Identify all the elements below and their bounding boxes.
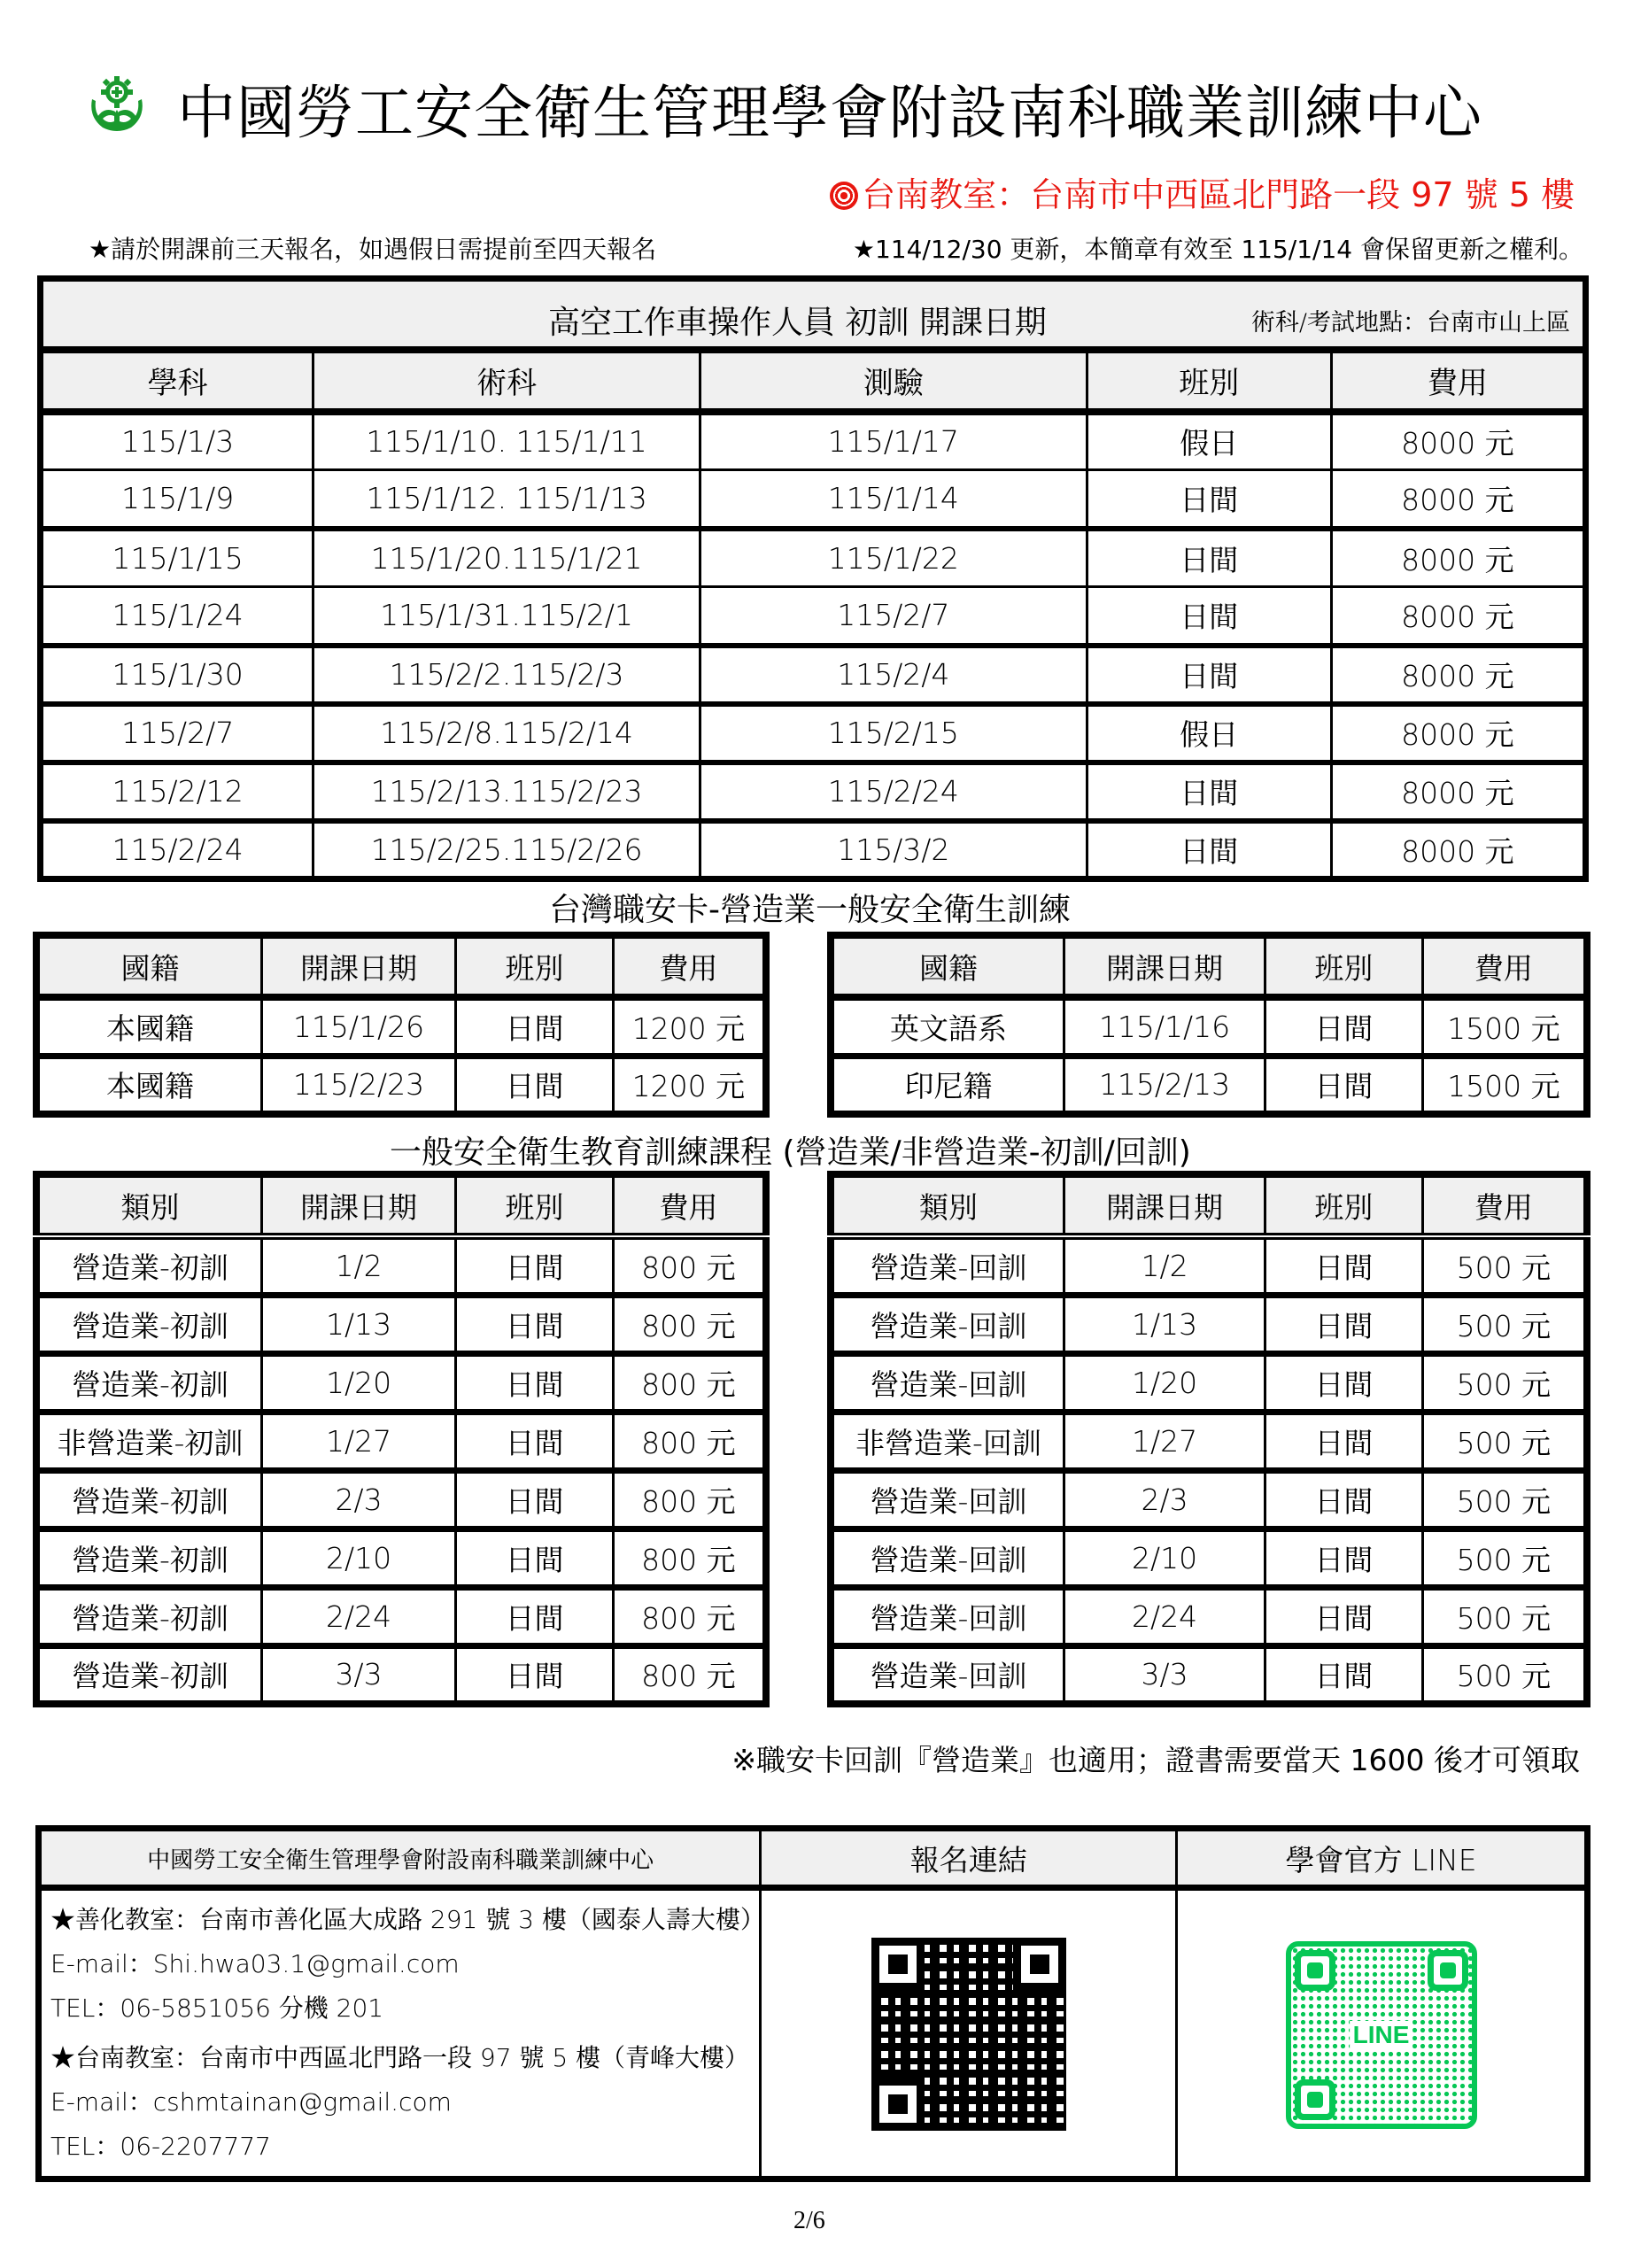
cell: 日間 [1265, 1529, 1423, 1587]
page-title: 中國勞工安全衛生管理學會附設南科職業訓練中心 [177, 79, 1482, 147]
certificate-note: ※職安卡回訓『營造業』也適用；證書需要當天 1600 後才可領取 [731, 1743, 1580, 1777]
cell: 2/24 [261, 1587, 455, 1645]
cell: 115/2/2.115/2/3 [313, 646, 700, 704]
cell: 日間 [1087, 762, 1331, 821]
tainan-email-link[interactable]: E-mail：cshmtainan@gmail.com [50, 2087, 452, 2117]
cell: 1/20 [261, 1353, 455, 1412]
table-row [36, 1645, 766, 1704]
cell: 2/24 [1064, 1587, 1265, 1645]
cell: 115/1/12. 115/1/13 [313, 470, 700, 529]
table-row [36, 1353, 766, 1412]
column-header: 班別 [1087, 350, 1331, 412]
table-header-row [41, 350, 1586, 412]
cell: 115/3/2 [700, 821, 1087, 879]
table-row [831, 1587, 1587, 1645]
cell: 115/2/4 [700, 646, 1087, 704]
line-qr-cell [1177, 1888, 1588, 2179]
cell: 日間 [1265, 1353, 1423, 1412]
cell: 營造業-初訓 [36, 1587, 261, 1645]
cell: 1/27 [261, 1412, 455, 1470]
cell: 1200 元 [613, 997, 766, 1056]
shanhua-classroom-address: ★善化教室：台南市善化區大成路 291 號 3 樓（國泰人壽大樓） [50, 1905, 765, 1934]
cell: 營造業-初訓 [36, 1295, 261, 1353]
shanhua-phone: TEL：06-5851056 分機 201 [50, 1993, 384, 2023]
cell: 印尼籍 [831, 1056, 1064, 1114]
cell: 營造業-初訓 [36, 1645, 261, 1704]
cell: 800 元 [613, 1645, 766, 1704]
table-row [831, 1645, 1587, 1704]
cell: 800 元 [613, 1587, 766, 1645]
cell: 日間 [456, 997, 614, 1056]
cell: 115/2/12 [41, 762, 313, 821]
cell: 2/3 [261, 1470, 455, 1529]
cell: 1/27 [1064, 1412, 1265, 1470]
cell: 115/1/24 [41, 587, 313, 646]
line-official-header: 學會官方 LINE [1177, 1829, 1588, 1888]
cell: 營造業-初訓 [36, 1236, 261, 1295]
cell: 日間 [456, 1236, 614, 1295]
signup-qr-cell [761, 1888, 1177, 2179]
bullseye-icon [830, 182, 858, 210]
column-header: 費用 [1422, 935, 1587, 997]
aerial-work-platform-schedule-table [37, 275, 1589, 882]
cell: 115/1/31.115/2/1 [313, 587, 700, 646]
table-row [41, 529, 1586, 587]
column-header: 班別 [456, 1174, 614, 1236]
cell: 115/1/16 [1064, 997, 1265, 1056]
cell: 3/3 [261, 1645, 455, 1704]
table-row [41, 704, 1586, 762]
cell: 8000 元 [1331, 821, 1585, 879]
cell: 日間 [1265, 1587, 1423, 1645]
table-row [831, 1529, 1587, 1587]
table-row [36, 1529, 766, 1587]
cell: 日間 [456, 1412, 614, 1470]
cell: 非營造業-回訓 [831, 1412, 1064, 1470]
cell: 115/2/13.115/2/23 [313, 762, 700, 821]
cell: 營造業-回訓 [831, 1236, 1064, 1295]
cell: 假日 [1087, 704, 1331, 762]
cell: 日間 [1265, 1412, 1423, 1470]
address-text: 台南教室：台南市中西區北門路一段 97 號 5 樓 [862, 175, 1575, 214]
column-header: 學科 [41, 350, 313, 412]
column-header: 類別 [36, 1174, 261, 1236]
cell: 8000 元 [1331, 470, 1585, 529]
cell: 8000 元 [1331, 587, 1585, 646]
cell: 日間 [456, 1295, 614, 1353]
table-row [831, 1295, 1587, 1353]
cell: 日間 [1087, 470, 1331, 529]
cell: 115/2/7 [41, 704, 313, 762]
signup-qr-code-icon[interactable] [871, 1938, 1066, 2131]
cell: 500 元 [1422, 1529, 1587, 1587]
cell: 營造業-回訓 [831, 1529, 1064, 1587]
line-logo-text: LINE [1350, 2021, 1413, 2049]
cell: 115/1/20.115/1/21 [313, 529, 700, 587]
cell: 營造業-初訓 [36, 1353, 261, 1412]
cell: 115/1/30 [41, 646, 313, 704]
general-course-initial-table [33, 1171, 770, 1707]
table-row [831, 1236, 1587, 1295]
column-header: 費用 [1331, 350, 1585, 412]
cell: 115/2/8.115/2/14 [313, 704, 700, 762]
cell: 1/13 [261, 1295, 455, 1353]
table-row [36, 1056, 766, 1114]
cell: 115/2/15 [700, 704, 1087, 762]
cell: 1/13 [1064, 1295, 1265, 1353]
footer-body-row [39, 1888, 1588, 2179]
cell: 本國籍 [36, 1056, 261, 1114]
column-header: 費用 [613, 1174, 766, 1236]
cell: 假日 [1087, 412, 1331, 470]
cell: 115/2/24 [41, 821, 313, 879]
cell: 500 元 [1422, 1587, 1587, 1645]
table-row [831, 1412, 1587, 1470]
cell: 英文語系 [831, 997, 1064, 1056]
table-title: 高空工作車操作人員 初訓 開課日期 [548, 305, 1047, 341]
cell: 1200 元 [613, 1056, 766, 1114]
cell: 營造業-回訓 [831, 1353, 1064, 1412]
cell: 500 元 [1422, 1645, 1587, 1704]
cell: 800 元 [613, 1295, 766, 1353]
column-header: 術科 [313, 350, 700, 412]
cell: 115/2/13 [1064, 1056, 1265, 1114]
cell: 2/10 [261, 1529, 455, 1587]
cell: 2/3 [1064, 1470, 1265, 1529]
cell: 115/2/7 [700, 587, 1087, 646]
column-header: 國籍 [831, 935, 1064, 997]
safety-card-section-title: 台灣職安卡-營造業一般安全衛生訓練 [549, 892, 1071, 928]
cell: 日間 [1265, 1236, 1423, 1295]
cell: 800 元 [613, 1529, 766, 1587]
cell: 115/1/26 [261, 997, 455, 1056]
tainan-classroom-address-footer: ★台南教室：台南市中西區北門路一段 97 號 5 樓（青峰大樓） [50, 2043, 750, 2072]
cell: 營造業-回訓 [831, 1645, 1064, 1704]
table-row [831, 1470, 1587, 1529]
table-row [36, 1295, 766, 1353]
cell: 營造業-初訓 [36, 1470, 261, 1529]
table-row [831, 1353, 1587, 1412]
table-title-row [41, 279, 1586, 350]
table-header-row [36, 935, 766, 997]
table-row [831, 1056, 1587, 1114]
cell: 800 元 [613, 1236, 766, 1295]
column-header: 費用 [1422, 1174, 1587, 1236]
cell: 1/2 [1064, 1236, 1265, 1295]
exam-location: 術科/考試地點：台南市山上區 [1250, 309, 1570, 337]
cell: 1/2 [261, 1236, 455, 1295]
cell: 115/1/10. 115/1/11 [313, 412, 700, 470]
cell: 8000 元 [1331, 762, 1585, 821]
cell: 115/1/17 [700, 412, 1087, 470]
cell: 1500 元 [1422, 997, 1587, 1056]
table-header-row [831, 1174, 1587, 1236]
cell: 500 元 [1422, 1295, 1587, 1353]
cell: 3/3 [1064, 1645, 1265, 1704]
cell: 日間 [1265, 1295, 1423, 1353]
table-row [36, 1412, 766, 1470]
cell: 115/2/24 [700, 762, 1087, 821]
table-row [41, 470, 1586, 529]
cell: 日間 [456, 1645, 614, 1704]
cell: 日間 [456, 1529, 614, 1587]
footer-org-name: 中國勞工安全衛生管理學會附設南科職業訓練中心 [39, 1829, 761, 1888]
cell: 115/2/25.115/2/26 [313, 821, 700, 879]
cell: 500 元 [1422, 1470, 1587, 1529]
table-row [36, 1470, 766, 1529]
cell: 8000 元 [1331, 412, 1585, 470]
cell: 500 元 [1422, 1412, 1587, 1470]
cell: 115/1/15 [41, 529, 313, 587]
table-header-row [831, 935, 1587, 997]
cell: 115/1/3 [41, 412, 313, 470]
safety-card-foreign-table [827, 932, 1590, 1118]
cell: 1/20 [1064, 1353, 1265, 1412]
table-row [41, 762, 1586, 821]
cell: 日間 [1265, 997, 1423, 1056]
cell: 本國籍 [36, 997, 261, 1056]
cell: 日間 [1087, 587, 1331, 646]
cell: 1500 元 [1422, 1056, 1587, 1114]
cell: 8000 元 [1331, 529, 1585, 587]
page-number: 2/6 [793, 2207, 825, 2234]
cell: 115/1/14 [700, 470, 1087, 529]
general-course-section-title: 一般安全衛生教育訓練課程 (營造業/非營造業-初訓/回訓) [390, 1134, 1191, 1171]
column-header: 班別 [456, 935, 614, 997]
cell: 非營造業-初訓 [36, 1412, 261, 1470]
signup-link-header: 報名連結 [761, 1829, 1177, 1888]
column-header: 費用 [613, 935, 766, 997]
table-row [41, 412, 1586, 470]
column-header: 班別 [1265, 935, 1423, 997]
column-header: 開課日期 [261, 935, 455, 997]
safety-card-domestic-table [33, 932, 770, 1118]
column-header: 類別 [831, 1174, 1064, 1236]
table-row [41, 646, 1586, 704]
organization-logo-icon [85, 73, 149, 136]
shanhua-email-link[interactable]: E-mail：Shi.hwa03.1@gmail.com [50, 1949, 460, 1978]
cell: 日間 [1265, 1056, 1423, 1114]
table-row [41, 821, 1586, 879]
column-header: 開課日期 [1064, 1174, 1265, 1236]
cell: 115/2/23 [261, 1056, 455, 1114]
column-header: 測驗 [700, 350, 1087, 412]
column-header: 國籍 [36, 935, 261, 997]
cell: 500 元 [1422, 1236, 1587, 1295]
cell: 營造業-回訓 [831, 1295, 1064, 1353]
column-header: 開課日期 [1064, 935, 1265, 997]
cell: 日間 [456, 1353, 614, 1412]
cell: 8000 元 [1331, 646, 1585, 704]
cell: 日間 [1087, 821, 1331, 879]
cell: 日間 [456, 1470, 614, 1529]
cell: 115/1/9 [41, 470, 313, 529]
cell: 營造業-回訓 [831, 1587, 1064, 1645]
contact-footer-table [35, 1825, 1590, 2182]
cell: 日間 [1087, 646, 1331, 704]
tainan-classroom-address [830, 174, 1575, 216]
line-qr-code-icon[interactable] [1286, 1941, 1477, 2129]
column-header: 開課日期 [261, 1174, 455, 1236]
table-header-row [36, 1174, 766, 1236]
tainan-phone: TEL：06-2207777 [50, 2132, 271, 2161]
cell: 115/1/22 [700, 529, 1087, 587]
cell: 8000 元 [1331, 704, 1585, 762]
cell: 營造業-初訓 [36, 1529, 261, 1587]
column-header: 班別 [1265, 1174, 1423, 1236]
registration-note: ★請於開課前三天報名，如遇假日需提前至四天報名 [89, 235, 657, 264]
cell: 日間 [456, 1056, 614, 1114]
cell: 500 元 [1422, 1353, 1587, 1412]
table-row [41, 587, 1586, 646]
update-note: ★114/12/30 更新，本簡章有效至 115/1/14 會保留更新之權利。 [852, 235, 1583, 264]
cell: 800 元 [613, 1353, 766, 1412]
contact-info [39, 1888, 765, 2179]
cell: 日間 [1265, 1645, 1423, 1704]
cell: 日間 [1265, 1470, 1423, 1529]
table-row [36, 1587, 766, 1645]
cell: 2/10 [1064, 1529, 1265, 1587]
cell: 日間 [1087, 529, 1331, 587]
table-row [831, 997, 1587, 1056]
cell: 營造業-回訓 [831, 1470, 1064, 1529]
table-row [36, 997, 766, 1056]
cell: 日間 [456, 1587, 614, 1645]
table-row [36, 1236, 766, 1295]
cell: 800 元 [613, 1470, 766, 1529]
footer-header-row [39, 1829, 1588, 1888]
cell: 800 元 [613, 1412, 766, 1470]
general-course-refresher-table [827, 1171, 1590, 1707]
